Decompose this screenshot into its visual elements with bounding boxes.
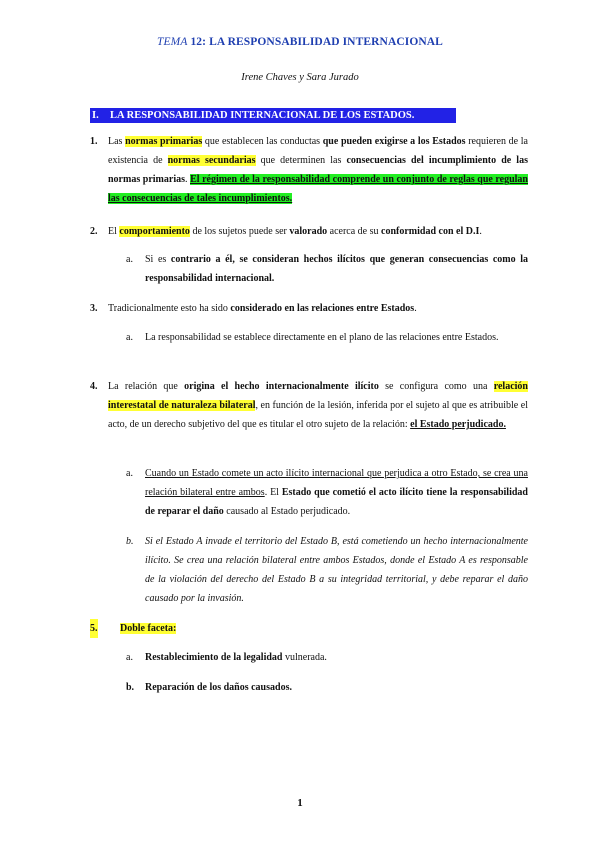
text-run: vulnerada.: [282, 652, 327, 663]
sub-item-letter: b.: [126, 536, 134, 547]
sub-item-3a: [126, 328, 528, 347]
section-heading: [90, 108, 456, 123]
bold-run: Estado que cometió el acto ilícito tiene la responsabilidad de reparar el daño: [145, 487, 528, 517]
sub-item-text: Si el Estado A invade el territorio del Estado B, está cometiendo un hecho internacionalmente ilícito. Se crea una relación bilateral entre ambos Estados, donde el Estado A es responsable de la violación del derecho del Estado B a su integridad territorial, y debe reparar el daño causado por la invasión.: [145, 536, 528, 604]
item-text: [108, 132, 528, 208]
sub-item-text: La responsabilidad se establece directamente en el plano de las relaciones entre Estados.: [145, 332, 499, 343]
title-prefix: TEMA: [157, 36, 188, 48]
text-run: requieren de la existencia de: [108, 136, 528, 166]
text-run: Las: [108, 136, 126, 147]
text-run: La relación que: [108, 381, 185, 392]
section-number: I.: [92, 110, 99, 121]
text-run: de los sujetos puede ser: [189, 226, 290, 237]
highlighted-term: relación interestatal de naturaleza bilateral: [108, 381, 528, 411]
green-highlight-run: El régimen de la responsabilidad comprende un conjunto de reglas que regulan las consecuencias de tales incumplimientos.: [108, 174, 528, 204]
bold-run: Reparación de los daños causados.: [145, 682, 292, 693]
item-text: [108, 222, 528, 241]
sub-item-4b: [126, 532, 528, 608]
list-item-4: [90, 377, 528, 434]
text-run: acerca de su: [327, 226, 382, 237]
sub-item-text: [145, 648, 528, 667]
highlighted-term: comportamiento: [119, 226, 190, 237]
text-run: que establecen las conductas: [202, 136, 323, 147]
item-number: 1.: [90, 136, 98, 147]
sub-item-letter: a.: [126, 652, 133, 663]
highlighted-term: normas primarias: [125, 136, 203, 147]
item-text: [120, 619, 528, 638]
item-text: [108, 299, 528, 318]
text-run: que determinen las: [255, 155, 347, 166]
sub-item-5a: [126, 648, 528, 667]
text-run: Tradicionalmente esto ha sido: [108, 303, 231, 314]
list-item-2: [90, 222, 528, 241]
document-title: [0, 36, 600, 48]
item-number: 3.: [90, 303, 98, 314]
sub-item-letter: a.: [126, 254, 133, 265]
page-number: 1: [297, 797, 303, 809]
authors-line: Irene Chaves y Sara Jurado: [241, 72, 359, 83]
bold-run: Restablecimiento de la legalidad: [145, 652, 283, 663]
item-text: [108, 377, 528, 434]
title-text: 12: LA RESPONSABILIDAD INTERNACIONAL: [187, 36, 443, 48]
text-run: causado al Estado perjudicado.: [223, 506, 351, 517]
bold-run: que pueden exigirse a los Estados: [322, 136, 466, 147]
bold-run: conformidad con el D.I: [381, 226, 480, 237]
text-run: .: [185, 174, 191, 185]
bold-run: considerado en las relaciones entre Estados: [230, 303, 415, 314]
list-item-1: [90, 132, 528, 208]
highlighted-term: Doble faceta:: [120, 623, 177, 634]
item-number: 5.: [90, 619, 98, 638]
bold-run: contrario a él, se consideran hechos ilícitos que generan consecuencias como la responsabilidad internacional.: [145, 254, 529, 284]
sub-item-letter: a.: [126, 332, 133, 343]
text-run: . El: [264, 487, 282, 498]
bold-run: valorado: [289, 226, 328, 237]
text-run: El: [108, 226, 120, 237]
bold-run: consecuencias del incumplimiento de las normas primarias: [108, 155, 528, 185]
text-run: se configura como una: [378, 381, 494, 392]
highlighted-term: normas secundarias: [167, 155, 256, 166]
underlined-bold-run: el Estado perjudicado.: [410, 419, 506, 430]
sub-item-4a: [126, 464, 528, 521]
item-number: 2.: [90, 226, 98, 237]
text-run: .: [479, 226, 482, 237]
item-number: 4.: [90, 381, 98, 392]
sub-item-text: [145, 464, 528, 521]
section-title: LA RESPONSABILIDAD INTERNACIONAL DE LOS ESTADOS.: [110, 110, 415, 121]
text-run: Si es: [145, 254, 171, 265]
text-run: , en función de la lesión, inferida por el sujeto al que es atribuible el acto, de un derecho subjetivo del que es titular el otro sujeto de la relación:: [108, 400, 528, 430]
sub-item-text: [145, 250, 528, 288]
bold-run: origina el hecho internacionalmente ilícito: [184, 381, 379, 392]
sub-item-5b: [126, 678, 528, 697]
sub-item-letter: a.: [126, 468, 133, 479]
sub-item-letter: b.: [126, 682, 135, 693]
sub-item-2a: [126, 250, 528, 288]
list-item-5: [90, 619, 528, 638]
list-item-3: [90, 299, 528, 318]
sub-item-text: [145, 678, 528, 697]
underlined-run: Cuando un Estado comete un acto ilícito internacional que perjudica a otro Estado, se crea una relación bilateral entre ambos: [145, 468, 528, 498]
text-run: .: [414, 303, 417, 314]
